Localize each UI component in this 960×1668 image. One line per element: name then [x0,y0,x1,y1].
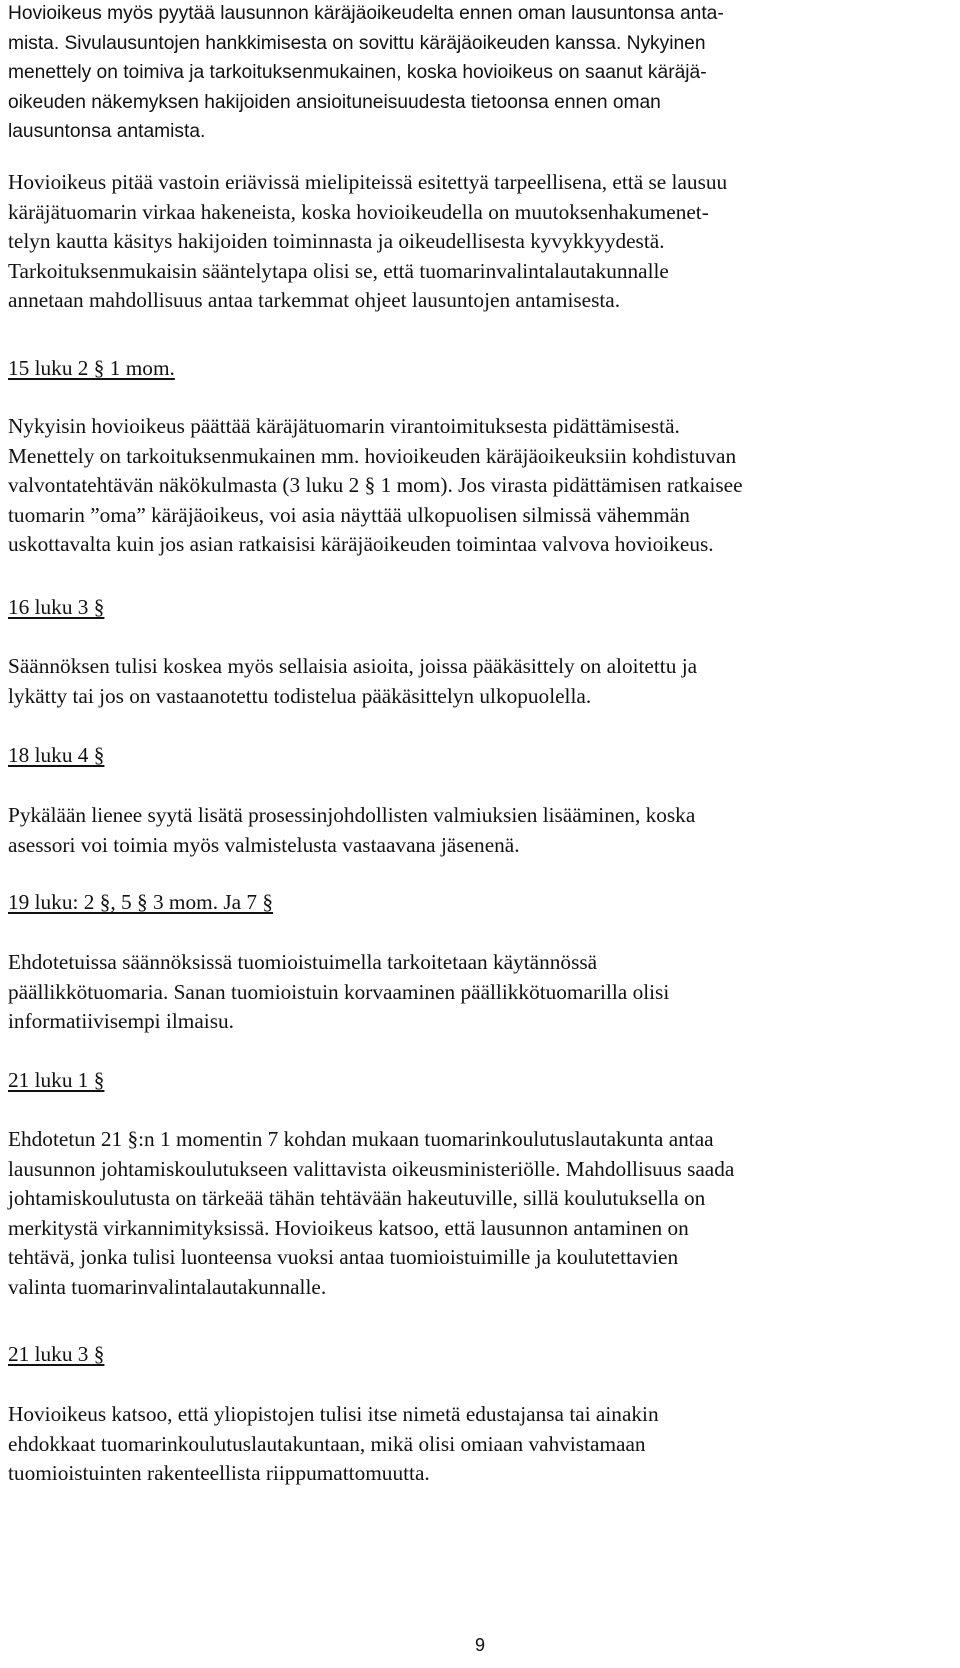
section-heading-21-luku-3: 21 luku 3 § [8,1342,105,1366]
paragraph-johtamiskoulutus: Ehdotetun 21 §:n 1 momentin 7 kohdan mukaan tuomarinkoulutuslautakunta antaa lausunnon johtamiskoulutukseen valittavista oikeusministeriölle. Mahdollisuus saada johtamiskoulutusta on tärkeää tähän tehtävään hakeutuville, sillä koulutuksella on merkitystä virkannimityksissä. Hovioikeus katsoo, että lausunnon antaminen on tehtävä, jonka tulisi luonteensa vuoksi antaa tuomioistuimille ja koulutettavien valinta tuomarinvalintalautakunnalle. [8,1127,735,1299]
section-heading-19-luku: 19 luku: 2 §, 5 § 3 mom. Ja 7 § [8,890,274,914]
section-heading-16-luku: 16 luku 3 § [8,595,105,619]
paragraph-virantoimituksesta-pidattaminen: Nykyisin hovioikeus päättää käräjätuomarin virantoimituksesta pidättämisestä. Menettely on tarkoituksenmukainen mm. hovioikeuden käräjäoikeuksiin kohdistuvan valvontatehtävän näkökulmasta (3 luku 2 § 1 mom). Jos virasta pidättämisen ratkaisee tuomarin ”oma” käräjäoikeus, voi asia näyttää ulkopuolisen silmissä vähemmän uskottavalta kuin jos asian ratkaisisi käräjäoikeuden toimintaa valvova hovioikeus. [8,414,743,557]
section-heading-15-luku: 15 luku 2 § 1 mom. [8,356,175,380]
paragraph-paallikkotuomari: Ehdotetuissa säännöksissä tuomioistuimella tarkoitetaan käytännössä päällikkötuomaria. Sanan tuomioistuin korvaaminen päällikkötuomarilla olisi informatiivisempi ilmaisu. [8,950,670,1034]
paragraph-sivulausunnot: Hovioikeus myös pyytää lausunnon käräjäoikeudelta ennen oman lausuntonsa anta- mista. Sivulausuntojen hankkimisesta on sovittu käräjäoikeuden kanssa. Nykyinen menettely on toimiva ja tarkoituksenmukainen, koska hovioikeus on saanut käräjä- oikeuden näkemyksen hakijoiden ansioituneisuudesta tietoonsa ennen oman lausuntonsa antamista. [8,3,724,143]
paragraph-prosessinjohto: Pykälään lienee syytä lisätä prosessinjohdollisten valmiuksien lisääminen, koska asessori voi toimia myös valmistelusta vastaavana jäsenenä. [8,803,696,857]
section-heading-18-luku: 18 luku 4 § [8,743,105,767]
section-heading-21-luku-1: 21 luku 1 § [8,1068,105,1092]
paragraph-paakasittely: Säännöksen tulisi koskea myös sellaisia asioita, joissa pääkäsittely on aloitettu ja lykätty tai jos on vastaanotettu todistelua pääkäsittelyn ulkopuolella. [8,654,698,708]
paragraph-hovioikeuden-lausunto: Hovioikeus pitää vastoin eriävissä mielipiteissä esitettyä tarpeellisena, että se lausuu käräjätuomarin virkaa hakeneista, koska hovioikeudella on muutoksenhakumenet- telyn kautta käsitys hakijoiden toiminnasta ja oikeudellisesta kyvykkyydestä. Tarkoituksenmukaisin sääntelytapa olisi se, että tuomarinvalintalautakunnalle annetaan mahdollisuus antaa tarkemmat ohjeet lausuntojen antamisesta. [8,170,728,313]
page-number: 9 [474,1635,485,1655]
paragraph-yliopistojen-edustajat: Hovioikeus katsoo, että yliopistojen tulisi itse nimetä edustajansa tai ainakin ehdokkaat tuomarinkoulutuslautakuntaan, mikä olisi omiaan vahvistamaan tuomioistuinten rakenteellista riippumattomuutta. [8,1402,659,1486]
